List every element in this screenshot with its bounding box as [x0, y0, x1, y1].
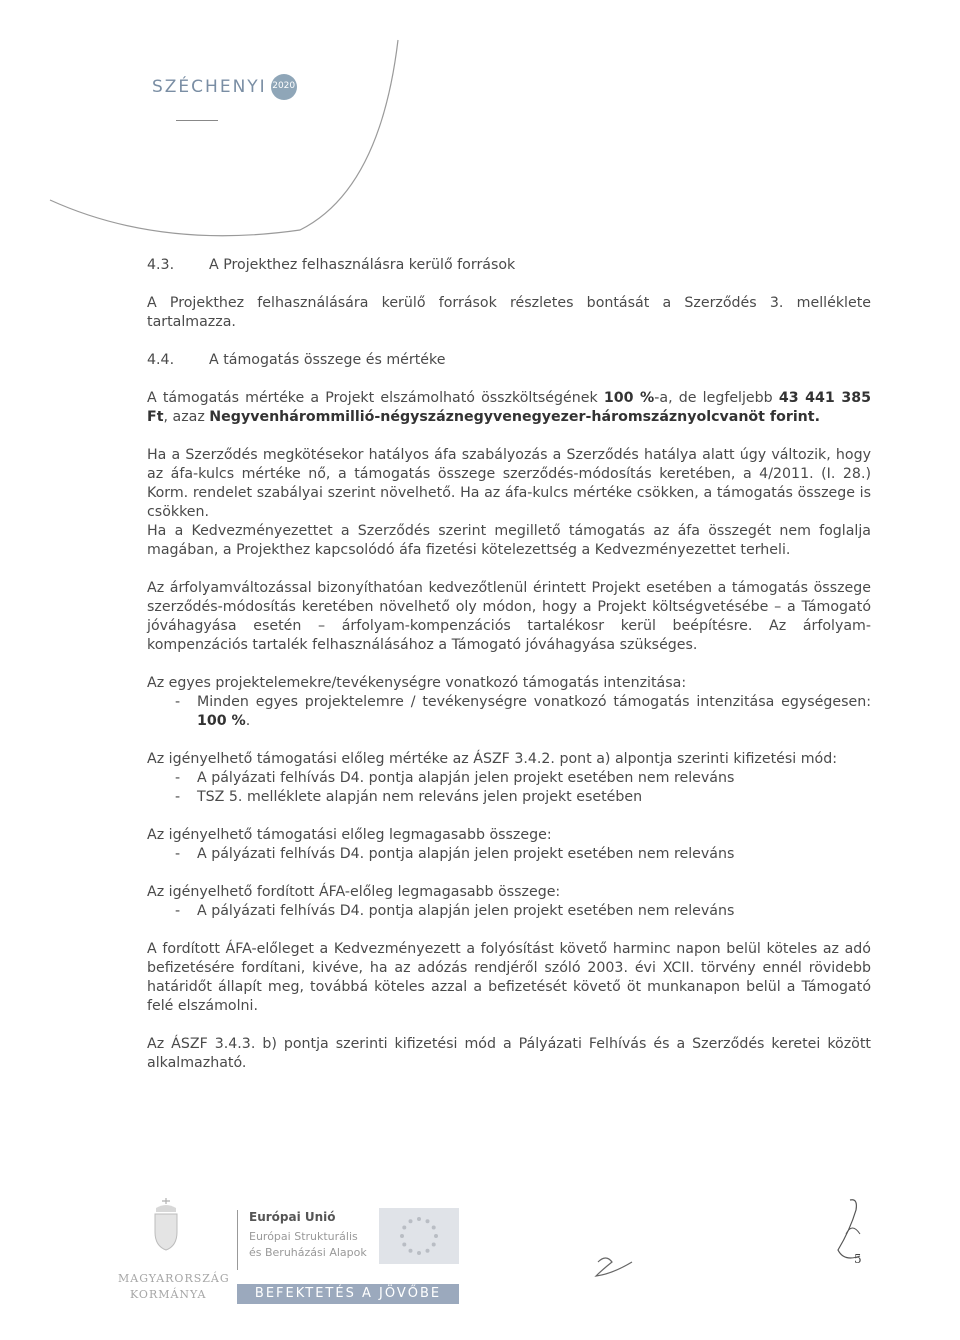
- section-number: 4.4.: [147, 352, 175, 368]
- list-item: - A pályázati felhívás D4. pontja alapján jelen projekt esetében nem releváns: [147, 769, 871, 788]
- list-item: - A pályázati felhívás D4. pontja alapján jelen projekt esetében nem releváns: [147, 845, 871, 864]
- support-percentage: 100 %: [603, 390, 655, 406]
- text-run: .: [245, 713, 251, 729]
- section-title: A támogatás összege és mértéke: [209, 352, 446, 368]
- hungarian-government-line1: MAGYARORSZÁG: [118, 1272, 230, 1285]
- list-item: - TSZ 5. melléklete alapján nem releváns jelen projekt esetében: [147, 788, 871, 807]
- eu-fund-line1: Európai Strukturális: [249, 1230, 358, 1243]
- section-title: A Projekthez felhasználásra kerülő források: [209, 257, 516, 273]
- list-item: - A pályázati felhívás D4. pontja alapján jelen projekt esetében nem releváns: [147, 902, 871, 921]
- section-number: 4.3.: [147, 257, 175, 273]
- intensity-percentage: 100 %: [197, 713, 246, 729]
- intensity-intro: Az egyes projektelemekre/tevékenységre vonatkozó támogatás intenzitása:: [147, 675, 687, 691]
- exchange-rate-paragraph: Az árfolyamváltozással bizonyíthatóan kedvezőtlenül érintett Projekt esetében a támogatás összege szerződés-módosítás keretében növelhető oly módon, hogy a Projekt költségvetésébe – a Támogató jóváhagyása esetén – árfolyam-kompenzációs tartalékosr kerül beépítésre. Az árfolyam-kompenzációs tartalék felhasználásához a Támogató jóváhagyása szükséges.: [147, 580, 871, 653]
- advance-max-intro: Az igényelhető támogatási előleg legmagasabb összege:: [147, 827, 552, 843]
- afa-change-paragraph: Ha a Szerződés megkötésekor hatályos áfa szabályozás a Szerződés hatálya alatt úgy változik, hogy az áfa-kulcs mértéke nő, a támogatás összege szerződés-módosítás keretében, a 4/2011. (I. 28.) Korm. rendelet szabályai szerint növelhető. Ha az áfa-kulcs mértéke csökken, a támogatás összege is csökken.: [147, 447, 871, 520]
- support-max-amount: 43 441 385 Ft: [147, 390, 871, 425]
- eu-fund-line2: és Beruházási Alapok: [249, 1246, 367, 1259]
- eu-name: Európai Unió: [249, 1210, 336, 1224]
- text-run: A támogatás mértéke a Projekt elszámolható összköltségének: [147, 390, 604, 406]
- afa-obligation-paragraph: Ha a Kedvezményezettet a Szerződés szerint megillető támogatás az áfa összegét nem foglalja magában, a Projekthez kapcsolódó áfa fizetési kötelezettség a Kedvezményezettet terheli.: [147, 523, 871, 558]
- text-run: -a, de legfeljebb: [654, 390, 779, 406]
- section-4-3-text: A Projekthez felhasználására kerülő források részletes bontását a Szerződés 3. melléklete tartalmazza.: [147, 295, 871, 330]
- brand-badge-year: 2020: [272, 81, 296, 91]
- hungarian-government-line2: KORMÁNYA: [130, 1288, 207, 1301]
- brand-name: SZÉCHENYI: [152, 77, 267, 97]
- text-run: , azaz: [163, 409, 210, 425]
- advance-mode-intro: Az igényelhető támogatási előleg mértéke az ÁSZF 3.4.2. pont a) alpontja szerinti kifizetési mód:: [147, 751, 838, 767]
- aszf-paragraph: Az ÁSZF 3.4.3. b) pontja szerinti kifizetési mód a Pályázati Felhívás és a Szerződés keretei között alkalmazható.: [147, 1036, 871, 1071]
- text-run: Minden egyes projektelemre / tevékenységre vonatkozó támogatás intenzitása egységesen:: [197, 694, 871, 710]
- slogan-banner: BEFEKTETÉS A JÖVŐBE: [237, 1284, 459, 1304]
- page-number: 5: [854, 1252, 862, 1266]
- support-amount-in-words: Negyvenhárommillió-négyszáznegyvenegyezer-háromszáznyolcvanöt forint.: [209, 409, 820, 425]
- reverse-afa-intro: Az igényelhető fordított ÁFA-előleg legmagasabb összege:: [147, 884, 561, 900]
- reverse-afa-paragraph: A fordított ÁFA-előleget a Kedvezményezett a folyósítást követő harminc napon belül köteles az adó befizetésére fordítani, kivéve, ha az adózás rendjéről szóló 2003. évi XCII. törvény ennél rövidebb határidőt állapít meg, továbbá köteles azzal a befizetését követő öt munkanapon belül a Támogató felé elszámolni.: [147, 941, 871, 1014]
